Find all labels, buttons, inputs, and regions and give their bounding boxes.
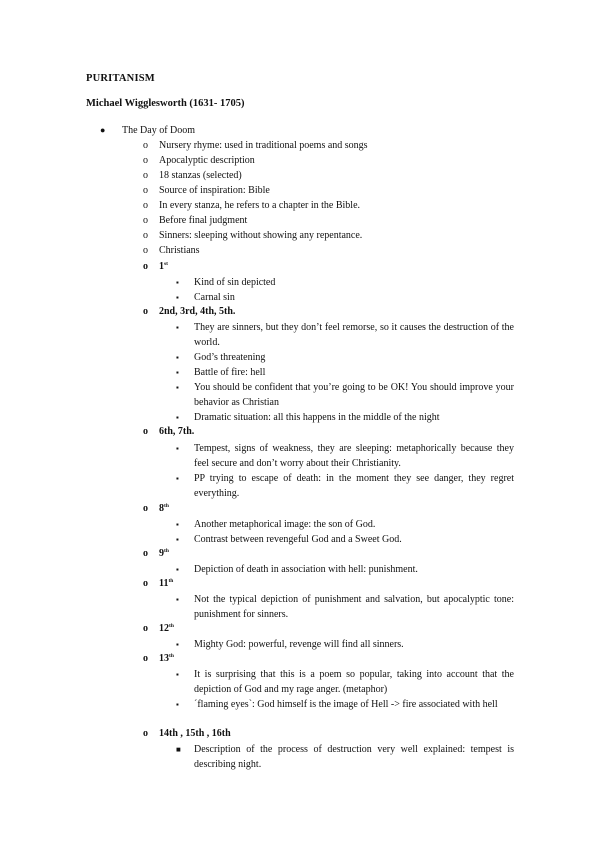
- list-item-point: ▪ You should be confident that you’re going to be OK! You should improve your behavior as Christian: [176, 382, 514, 408]
- small-square-bullet-icon: ▪: [176, 353, 179, 362]
- circle-bullet-icon: o: [143, 185, 148, 196]
- circle-bullet-icon: o: [143, 306, 148, 317]
- list-item-point: ▪ ´flaming eyes`: God himself is the image of Hell -> fire associated with hell: [176, 699, 498, 710]
- list-item-point: ▪ Depiction of death in association with hell: punishment.: [176, 564, 418, 575]
- small-square-bullet-icon: ▪: [176, 293, 179, 302]
- circle-bullet-icon: o: [143, 653, 148, 664]
- small-square-bullet-icon: ▪: [176, 278, 179, 287]
- small-square-bullet-icon: ▪: [176, 444, 179, 453]
- circle-bullet-icon: o: [143, 200, 148, 211]
- document-title: PURITANISM: [86, 73, 155, 84]
- small-square-bullet-icon: ▪: [176, 413, 179, 422]
- list-item-point: ▪ Contrast between revengeful God and a Sweet God.: [176, 534, 402, 545]
- list-item-point: ▪ Battle of fire: hell: [176, 367, 266, 378]
- circle-bullet-icon: o: [143, 548, 148, 559]
- author-heading: Michael Wigglesworth (1631- 1705): [86, 98, 245, 109]
- small-square-bullet-icon: ▪: [176, 368, 179, 377]
- small-square-bullet-icon: ▪: [176, 595, 179, 604]
- list-item-point: ▪ Kind of sin depicted: [176, 277, 276, 288]
- list-item-point: ▪ God’s threatening: [176, 352, 266, 363]
- small-square-bullet-icon: ▪: [176, 640, 179, 649]
- list-item-point: ▪ Another metaphorical image: the son of God.: [176, 519, 376, 530]
- small-square-bullet-icon: ▪: [176, 383, 179, 392]
- circle-bullet-icon: o: [143, 623, 148, 634]
- small-square-bullet-icon: ▪: [176, 535, 179, 544]
- circle-bullet-icon: o: [143, 578, 148, 589]
- small-square-bullet-icon: ▪: [176, 700, 179, 709]
- circle-bullet-icon: o: [143, 140, 148, 151]
- small-square-bullet-icon: ▪: [176, 565, 179, 574]
- square-bullet-icon: ■: [176, 745, 181, 754]
- list-item-point: ▪ Mighty God: powerful, revenge will find all sinners.: [176, 639, 404, 650]
- circle-bullet-icon: o: [143, 245, 148, 256]
- circle-bullet-icon: o: [143, 503, 148, 514]
- list-item-point: ▪ Dramatic situation: all this happens in the middle of the night: [176, 412, 440, 423]
- circle-bullet-icon: o: [143, 215, 148, 226]
- list-item-point: ▪ Not the typical depiction of punishment and salvation, but apocalyptic tone: punishment for sinners.: [176, 594, 514, 620]
- circle-bullet-icon: o: [143, 426, 148, 437]
- circle-bullet-icon: o: [143, 155, 148, 166]
- small-square-bullet-icon: ▪: [176, 520, 179, 529]
- circle-bullet-icon: o: [143, 728, 148, 739]
- list-item-point: ▪ PP trying to escape of death: in the moment they see danger, they regret everything.: [176, 473, 514, 499]
- small-square-bullet-icon: ▪: [176, 670, 179, 679]
- list-item-point: ▪ It is surprising that this is a poem so popular, taking into account that the depiction of God and my rage anger. (metaphor): [176, 669, 514, 695]
- list-item-point: ▪ Carnal sin: [176, 292, 235, 303]
- circle-bullet-icon: o: [143, 170, 148, 181]
- document-page: PURITANISM Michael Wigglesworth (1631- 1705) ● The Day of Doom o Nursery rhyme: used in traditional poems and songs o Apocalyptic description o 18 stanzas (selected) o Source of inspiration: Bible o In every stanza, he refers to a chapter in the Bible. o Before final judgment o Sinners: sleeping without showing any repentance. o Christians o 1st ▪ Kind of sin depicted ▪ Carnal sin o 2nd, 3rd, 4th, 5th. ▪ They are sinners, but they don’t feel remorse, so it causes the destruction of the world. ▪ God’s threatening ▪ Battle of fire: hell ▪ You should be confident that you’re going to be OK! You should improve your behavior as Christian ▪ Dramatic situation: all this happens in the middle of the night o 6th, 7th. ▪ Tempest, signs of weakness, they are sleeping: metaphorically because they feel secure and don’t worry about their Christianity. ▪ PP trying to escape of death: in the moment they see danger, they regret everything. o 8th ▪ Another metaphorical image: the son of God. ▪ Contrast between revengeful God and a Sweet God. o 9th ▪ Depiction of death in association with hell: punishment. o 11th ▪ Not the typical depiction of punishment and salvation, but apocalyptic tone: punishment for sinners. o 12th ▪ Mighty God: powerful, revenge will find all sinners. o 13th ▪ It is surprising that this is a poem so popular, taking into account that the depiction of God and my rage anger. (metaphor) ▪ ´flaming eyes`: God himself is the image of Hell -> fire associated with hell o 14th , 15th , 16th ■ Description of the process of destruction very well explained: tempest is describing night.: [86, 73, 514, 770]
- round-bullet-icon: ●: [100, 125, 106, 135]
- list-item-point: ▪ They are sinners, but they don’t feel remorse, so it causes the destruction of the world.: [176, 322, 514, 348]
- poem-name: The Day of Doom: [122, 125, 196, 136]
- small-square-bullet-icon: ▪: [176, 323, 179, 332]
- circle-bullet-icon: o: [143, 230, 148, 241]
- list-item-point: ■ Description of the process of destruction very well explained: tempest is describing night.: [176, 744, 514, 770]
- list-item-point: ▪ Tempest, signs of weakness, they are sleeping: metaphorically because they feel secure and don’t worry about their Christianity.: [176, 443, 514, 469]
- circle-bullet-icon: o: [143, 261, 148, 272]
- small-square-bullet-icon: ▪: [176, 474, 179, 483]
